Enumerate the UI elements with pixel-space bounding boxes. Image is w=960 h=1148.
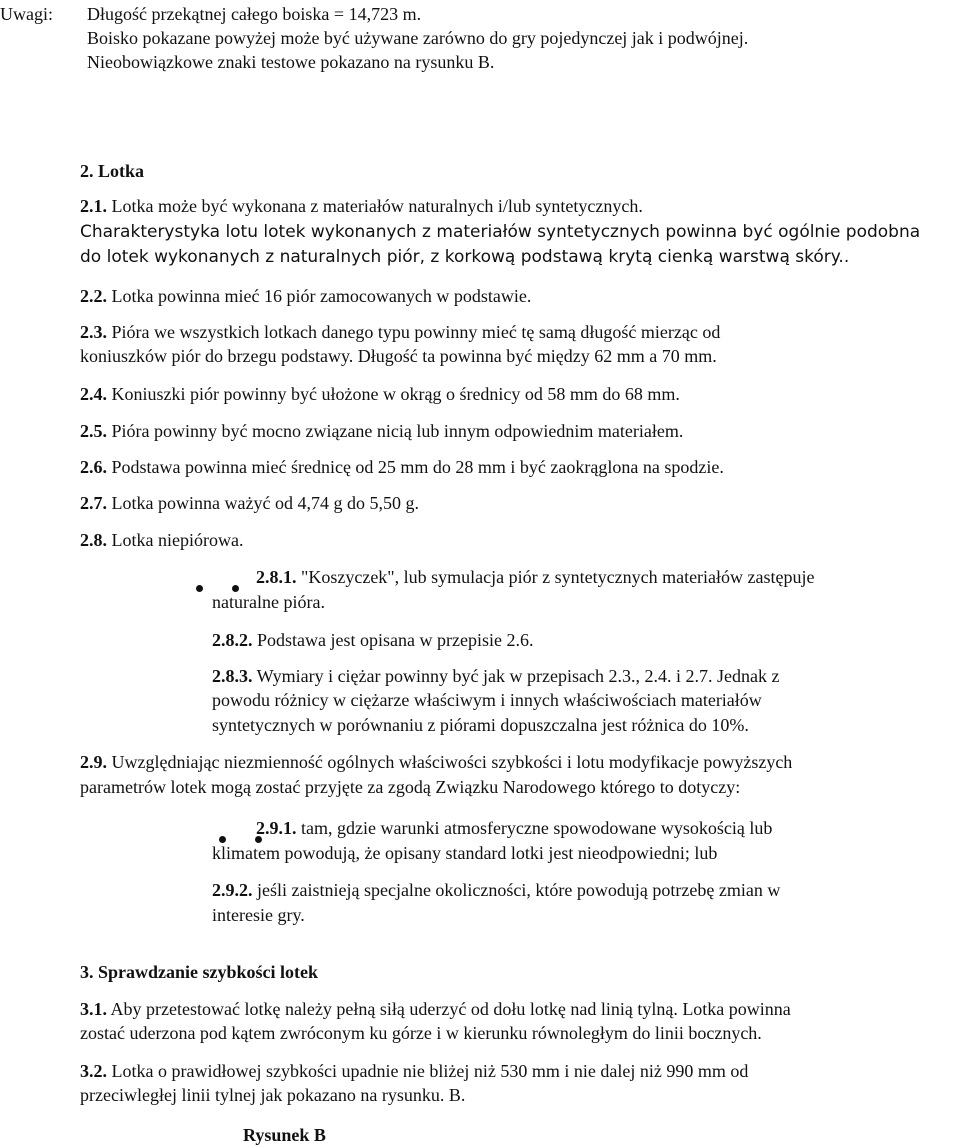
- paragraph-2-6: [80, 455, 724, 479]
- paragraph-line: przeciwległej linii tylnej jak pokazano na rysunku. B.: [80, 1085, 466, 1105]
- paragraph-2-9: [80, 750, 792, 774]
- paragraph-3-1: [80, 997, 791, 1021]
- paragraph-2-3: [80, 320, 720, 344]
- paragraph-line: naturalne pióra.: [212, 592, 325, 612]
- paragraph-line: koniuszków piór do brzegu podstawy. Długość ta powinna być między 62 mm a 70 mm.: [80, 346, 717, 366]
- paragraph-line: parametrów lotek mogą zostać przyjęte za zgodą Związku Narodowego którego to dotyczy:: [80, 777, 741, 797]
- paragraph-number: 2.8.1.: [256, 567, 297, 587]
- paragraph-2-1: [80, 194, 643, 218]
- section-heading: 2. Lotka: [80, 161, 145, 181]
- paragraph-number: 2.8.: [80, 530, 107, 550]
- paragraph-2-8: [80, 528, 243, 552]
- paragraph-number: 2.7.: [80, 493, 107, 513]
- paragraph-number: 2.8.2.: [212, 630, 253, 650]
- paragraph-text: Pióra we wszystkich lotkach danego typu powinny mieć tę samą długość mierząc od: [107, 322, 721, 342]
- notes-label: Uwagi:: [0, 4, 53, 24]
- paragraph-number: 2.1.: [80, 196, 107, 216]
- paragraph-text: jeśli zaistnieją specjalne okoliczności, które powodują potrzebę zmian w: [252, 880, 781, 900]
- paragraph-number: 2.2.: [80, 286, 107, 306]
- paragraph-2-8-2: [212, 628, 533, 652]
- paragraph-text: Koniuszki piór powinny być ułożone w okrąg o średnicy od 58 mm do 68 mm.: [107, 384, 680, 404]
- paragraph-3-2: [80, 1059, 748, 1083]
- note-line: Boisko pokazane powyżej może być używane zarówno do gry pojedynczej jak i podwójnej.: [87, 28, 749, 48]
- paragraph-2-8-3: [212, 664, 779, 688]
- paragraph-text: Podstawa jest opisana w przepisie 2.6.: [252, 630, 534, 650]
- paragraph-number: 2.9.: [80, 752, 107, 772]
- paragraph-text: Aby przetestować lotkę należy pełną siłą uderzyć od dołu lotkę nad linią tylną. Lotka powinna: [107, 999, 791, 1019]
- paragraph-text: Lotka niepiórowa.: [107, 530, 244, 550]
- paragraph-number: 2.9.2.: [212, 880, 253, 900]
- section-heading: 3. Sprawdzanie szybkości lotek: [80, 962, 319, 982]
- paragraph-text: Wymiary i ciężar powinny być jak w przepisach 2.3., 2.4. i 2.7. Jednak z: [252, 666, 780, 686]
- paragraph-line: zostać uderzona pod kątem zwróconym ku górze i w kierunku równoległym do linii bocznych.: [80, 1023, 762, 1043]
- paragraph-text: Lotka powinna mieć 16 piór zamocowanych w podstawie.: [107, 286, 532, 306]
- paragraph-number: 2.9.1.: [256, 818, 297, 838]
- paragraph-number: 2.4.: [80, 384, 107, 404]
- paragraph-text: Podstawa powinna mieć średnicę od 25 mm do 28 mm i być zaokrąglona na spodzie.: [107, 457, 724, 477]
- paragraph-number: 3.1.: [80, 999, 107, 1019]
- paragraph-text: Lotka powinna ważyć od 4,74 g do 5,50 g.: [107, 493, 419, 513]
- paragraph-text: Lotka o prawidłowej szybkości upadnie nie bliżej niż 530 mm i nie dalej niż 990 mm od: [107, 1061, 749, 1081]
- note-line: Długość przekątnej całego boiska = 14,723 m.: [87, 4, 422, 24]
- paragraph-line: klimatem powodują, że opisany standard lotki jest nieodpowiedni; lub: [212, 843, 718, 863]
- paragraph-text: Lotka może być wykonana z materiałów naturalnych i/lub syntetycznych.: [107, 196, 643, 216]
- paragraph-2-9-1: [256, 816, 772, 840]
- note-line: Nieobowiązkowe znaki testowe pokazano na rysunku B.: [87, 52, 495, 72]
- paragraph-number: 3.2.: [80, 1061, 107, 1081]
- paragraph-2-4: [80, 382, 680, 406]
- paragraph-number: 2.6.: [80, 457, 107, 477]
- paragraph-text: "Koszyczek", lub symulacja piór z syntetycznych materiałów zastępuje: [296, 567, 815, 587]
- paragraph-line: powodu różnicy w ciężarze właściwym i innych właściwościach materiałów: [212, 690, 762, 710]
- paragraph-text: Uwzględniając niezmienność ogólnych właściwości szybkości i lotu modyfikacje powyższych: [107, 752, 793, 772]
- figure-caption: Rysunek B: [243, 1125, 326, 1145]
- paragraph-line: syntetycznych w porównaniu z piórami dopuszczalna jest różnica do 10%.: [212, 715, 749, 735]
- paragraph-line: interesie gry.: [212, 905, 305, 925]
- paragraph-number: 2.8.3.: [212, 666, 253, 686]
- paragraph-text: tam, gdzie warunki atmosferyczne spowodowane wysokością lub: [296, 818, 773, 838]
- bullet-icon: [196, 585, 203, 592]
- paragraph-number: 2.3.: [80, 322, 107, 342]
- paragraph-2-5: [80, 419, 683, 443]
- paragraph-2-7: [80, 491, 419, 515]
- paragraph-2-2: [80, 284, 531, 308]
- paragraph-number: 2.5.: [80, 421, 107, 441]
- paragraph-line: do lotek wykonanych z naturalnych piór, z korkową podstawą krytą cienką warstwą skóry..: [80, 247, 850, 267]
- paragraph-2-8-1: [256, 565, 815, 589]
- paragraph-text: Pióra powinny być mocno związane nicią lub innym odpowiednim materiałem.: [107, 421, 684, 441]
- paragraph-2-9-2: [212, 878, 780, 902]
- paragraph-line: Charakterystyka lotu lotek wykonanych z materiałów syntetycznych powinna być ogólnie podobna: [80, 222, 921, 242]
